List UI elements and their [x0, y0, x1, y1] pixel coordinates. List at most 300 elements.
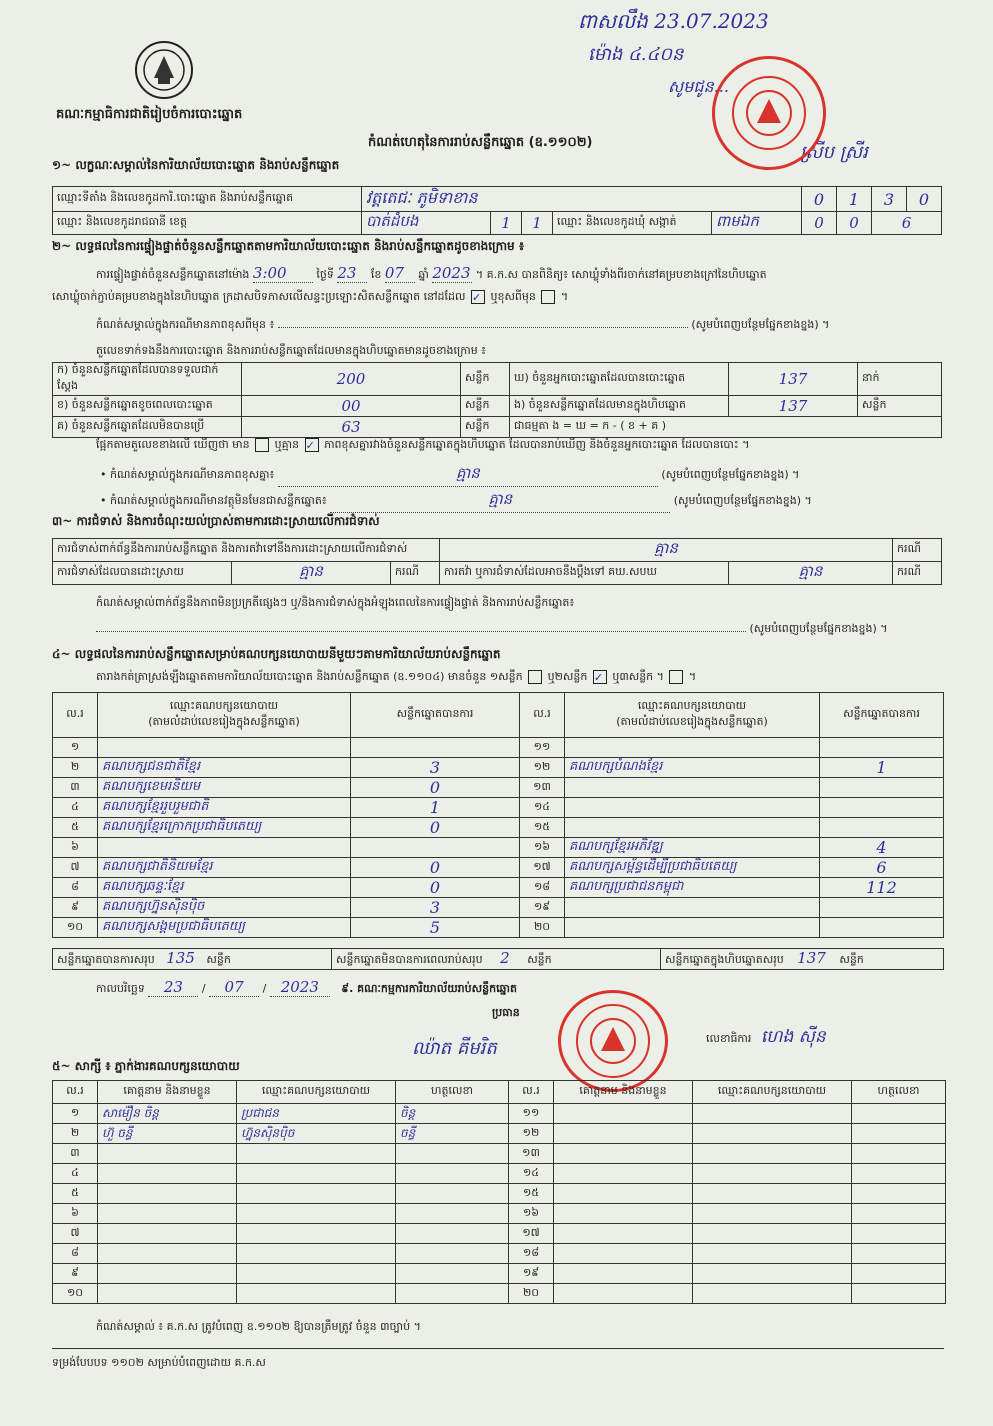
- right-party: [565, 798, 820, 818]
- col-no: ល.រ: [53, 1081, 98, 1104]
- right-no: ២០: [520, 918, 565, 938]
- right-party: [565, 898, 820, 918]
- table-row: [53, 1164, 946, 1184]
- total-box-cell: [661, 949, 944, 970]
- right-no: ១៣: [509, 1144, 554, 1164]
- official-seal-bottom-icon: [558, 990, 668, 1092]
- right-party: [693, 1284, 852, 1304]
- right-no: ១៨: [520, 878, 565, 898]
- total-valid-label: សន្លឹកឆ្នោតបានការសរុប: [57, 953, 155, 966]
- left-name: ហ៊ួ ចន្ធី: [98, 1124, 237, 1144]
- secretary-signature: ហេង ស៊ីន: [760, 1027, 826, 1047]
- right-no: ១៤: [520, 798, 565, 818]
- left-party: គណបក្សខេមរនិយម: [98, 778, 351, 798]
- right-no: ១៦: [509, 1204, 554, 1224]
- left-name: [98, 1244, 237, 1264]
- no-difference-checkbox[interactable]: ✓: [305, 438, 319, 452]
- left-no: ៦: [53, 838, 98, 858]
- right-no: ២០: [509, 1284, 554, 1304]
- col-no: ល.រ: [509, 1081, 554, 1104]
- secretary-line: [706, 1026, 826, 1051]
- left-votes: [351, 838, 520, 858]
- right-votes: [820, 738, 944, 758]
- left-no: ៨: [53, 1244, 98, 1264]
- table-row: [53, 1224, 946, 1244]
- left-signature: [396, 1144, 509, 1164]
- left-name: [98, 1224, 237, 1244]
- three-sheets-label: ឬ៣សន្លឹក ។: [612, 670, 664, 683]
- right-name: [554, 1224, 693, 1244]
- objection-value: គ្មាន: [440, 539, 893, 562]
- right-name: [554, 1184, 693, 1204]
- ko-unit: សន្លឹក: [461, 417, 510, 438]
- left-party: [237, 1184, 396, 1204]
- left-no: ៨: [53, 878, 98, 898]
- commune-digit: 0: [837, 212, 872, 235]
- col-votes: សន្លឹកឆ្នោតបានការ: [351, 693, 520, 738]
- ko-label: គ) ចំនួនសន្លឹកឆ្នោតដែលមិនបានប្រើ: [53, 417, 242, 438]
- left-party: [237, 1244, 396, 1264]
- gh-unit: នាក់: [858, 363, 942, 396]
- k-label: ក) ចំនួនសន្លឹកឆ្នោតដែលបានទទួលជាក់ស្តែង: [53, 363, 242, 396]
- bullet2-value: គ្មាន: [330, 490, 670, 513]
- table-row: [53, 1124, 946, 1144]
- table-row: [53, 1184, 946, 1204]
- verify-text-b: ។ គ.ក.ស បានពិនិត្យ៖ សោឃ្លុំទាំងពីរចាក់នៅគម្របខាងក្រៅនៃហិបឆ្នោត: [475, 268, 767, 281]
- case-unit: ករណី: [391, 562, 440, 585]
- right-party: [693, 1264, 852, 1284]
- right-votes: 4: [820, 838, 944, 858]
- left-party: [237, 1204, 396, 1224]
- station-label: ឈ្មោះទីតាំង និងលេខកូដការិ.បោះឆ្នោត និងរាប់សន្លឹកឆ្នោត: [53, 187, 362, 212]
- form-title: កំណត់ហេតុនៃការរាប់សន្លឹកឆ្នោត (ឧ.១១០២): [368, 135, 593, 150]
- left-party: គណបក្សខ្មែរក្រោកប្រជាធិបតេយ្យ: [98, 818, 351, 838]
- right-signature: [852, 1244, 946, 1264]
- left-signature: [396, 1224, 509, 1244]
- bullet1-line: • កំណត់សម្គាល់ក្នុងករណីមានភាពខុសគ្នា៖ គ្មាន (សូមបំពេញបន្ថែមផ្នែកខាងខ្នង) ។: [100, 464, 940, 487]
- right-no: ១៣: [520, 778, 565, 798]
- note-hint: (សូមបំពេញបន្ថែមផ្នែកខាងខ្នង) ។: [661, 468, 800, 481]
- figures-table: [52, 362, 942, 438]
- right-party: [693, 1164, 852, 1184]
- col-party-sub: (តាមលំដាប់លេខរៀងក្នុងសន្លឹកឆ្នោត): [616, 715, 768, 728]
- left-party: គណបក្សជនជាតិខ្មែរ: [98, 758, 351, 778]
- left-no: ៣: [53, 1144, 98, 1164]
- sheet-unit: សន្លឹក: [839, 953, 864, 966]
- annotation-time: ម៉ោង ៤.៤០ន: [588, 44, 684, 65]
- month-label: ខែ: [370, 268, 382, 281]
- witness-body: [53, 1104, 946, 1304]
- right-no: ១៥: [520, 818, 565, 838]
- province-label: ឈ្មោះ និងលេខកូដរាជធានី ខេត្ត: [53, 212, 362, 235]
- right-party: [693, 1204, 852, 1224]
- verify-text-d: ឬខុសពីមុន: [490, 290, 536, 303]
- col-name: គោត្តនាម និងនាមខ្លួន: [554, 1081, 693, 1104]
- left-votes: 0: [351, 778, 520, 798]
- right-votes: [820, 898, 944, 918]
- kh-unit: សន្លឹក: [461, 396, 510, 417]
- right-party: [693, 1224, 852, 1244]
- table-row: [53, 798, 944, 818]
- appeal-label: ការតវ៉ា ឬការជំទាស់ដែលអាចនឹងប្តឹងទៅ គឃ.សបឃ: [440, 562, 729, 585]
- note-hint: (សូមបំពេញបន្ថែមផ្នែកខាងខ្នង) ។: [691, 318, 830, 331]
- sheet-count-line: តារាងកត់ត្រាស្រង់ឡឹងឆ្នោតតាមការិយាល័យបោះឆ្នោត និងរាប់សន្លឹកឆ្នោត (ឧ.១១០៤) មានចំនួន ១សន្លឹក ឬ២សន្លឹក ✓ ឬ៣សន្លឹក ។ ។: [96, 670, 697, 684]
- objection-label: ការជំទាស់ពាក់ព័ន្ធនឹងការរាប់សន្លឹកឆ្នោត និងការតវ៉ាទៅនឹងការដោះស្រាយលើការជំទាស់: [53, 539, 440, 562]
- left-no: ៧: [53, 1224, 98, 1244]
- changed-checkbox[interactable]: [541, 290, 555, 304]
- left-party: [237, 1284, 396, 1304]
- left-votes: 5: [351, 918, 520, 938]
- left-party: [237, 1264, 396, 1284]
- one-sheet-checkbox[interactable]: [528, 670, 542, 684]
- total-invalid-value: 2: [500, 949, 510, 967]
- compare-text-b: ឬគ្មាន: [274, 438, 300, 451]
- left-votes: 1: [351, 798, 520, 818]
- col-name: គោត្តនាម និងនាមខ្លួន: [98, 1081, 237, 1104]
- left-votes: 3: [351, 898, 520, 918]
- table-row: [53, 918, 944, 938]
- bullet1-value: គ្មាន: [278, 464, 658, 487]
- left-no: ៩: [53, 898, 98, 918]
- right-no: ១៩: [520, 898, 565, 918]
- station-value: វត្តតេជៈ ភូមិទាខាន: [362, 187, 802, 212]
- left-name: [98, 1164, 237, 1184]
- objection-table: [52, 538, 942, 585]
- note-hint: (សូមបំពេញបន្ថែមផ្នែកខាងខ្នង) ។: [673, 494, 812, 507]
- right-no: ១៧: [509, 1224, 554, 1244]
- k-value: 200: [242, 363, 461, 396]
- right-signature: [852, 1124, 946, 1144]
- left-name: [98, 1264, 237, 1284]
- left-signature: ចិន្ត: [396, 1104, 509, 1124]
- section1-table: [52, 186, 942, 235]
- left-party: គណបក្សជាតិនិយមខ្មែរ: [98, 858, 351, 878]
- code-digit: 0: [907, 187, 942, 212]
- note-hint: (សូមបំពេញបន្ថែមផ្នែកខាងខ្នង) ។: [749, 622, 888, 635]
- chair-signature: ឈ៉ាត គីមរិត: [412, 1038, 497, 1059]
- left-no: ៩: [53, 1264, 98, 1284]
- right-party: [693, 1244, 852, 1264]
- left-party: [237, 1144, 396, 1164]
- irregularity-line: [96, 622, 944, 638]
- case-unit: ករណី: [893, 539, 942, 562]
- right-party: គណបក្សបំណងខ្មែរ: [565, 758, 820, 778]
- irregularity-note: កំណត់សម្គាល់ពាក់ព័ន្ធនឹងភាពមិនប្រក្រតីផ្សេងៗ ឬ/និងការជំទាស់ក្នុងអំឡុងពេលនៃការផ្ទៀងផ្ទាត់ និងការរាប់សន្លឹកឆ្នោត៖: [96, 596, 575, 609]
- right-votes: [820, 778, 944, 798]
- resolved-label: ការជំទាស់ដែលបានដោះស្រាយ: [53, 562, 232, 585]
- right-votes: [820, 818, 944, 838]
- note-line: [96, 318, 946, 334]
- nec-emblem-icon: [132, 38, 196, 102]
- sheet-unit: សន្លឹក: [206, 953, 231, 966]
- table-row: [53, 1244, 946, 1264]
- commune-digit: 6: [872, 212, 942, 235]
- col-party-title: ឈ្មោះគណបក្សនយោបាយ: [169, 699, 279, 712]
- day-label: ថ្ងៃទី: [316, 268, 334, 281]
- table-row: [53, 1204, 946, 1224]
- col-party: [98, 693, 351, 738]
- bullet1-label: កំណត់សម្គាល់ក្នុងករណីមានភាពខុសគ្នា៖: [110, 468, 275, 481]
- province-digit: 1: [491, 212, 522, 235]
- left-no: ៤: [53, 798, 98, 818]
- bullet2-line: • កំណត់សម្គាល់ក្នុងករណីមានវត្ថុមិនមែនជាសន្លឹកឆ្នោត៖ គ្មាន (សូមបំពេញបន្ថែមផ្នែកខាងខ្នង) ។: [100, 490, 940, 513]
- table-row: [53, 898, 944, 918]
- section1-heading: ១~ លក្ខណៈសម្គាល់នៃការិយាល័យបោះឆ្នោត និងរាប់សន្លឹកឆ្នោត: [52, 158, 340, 172]
- left-name: សាម៉ឿន ចិន្ត: [98, 1104, 237, 1124]
- left-no: ២: [53, 1124, 98, 1144]
- province-value: បាត់ដំបង: [362, 212, 491, 235]
- commune-label: ឈ្មោះ និងលេខកូដឃុំ សង្កាត់: [553, 212, 712, 235]
- right-votes: 1: [820, 758, 944, 778]
- table-row: [53, 1144, 946, 1164]
- right-no: ១៨: [509, 1244, 554, 1264]
- resolved-value: គ្មាន: [232, 562, 391, 585]
- right-no: ១២: [509, 1124, 554, 1144]
- right-party: [693, 1144, 852, 1164]
- witness-note: កំណត់សម្គាល់ ៖ គ.ក.ស ត្រូវបំពេញ ឧ.១១០២ ឱ្យបានត្រឹមត្រូវ ចំនួន ៣ច្បាប់ ។: [96, 1320, 421, 1333]
- right-no: ១៥: [509, 1184, 554, 1204]
- chair-label: ប្រធាន: [492, 1006, 520, 1019]
- total-invalid-label: សន្លឹកឆ្នោតមិនបានការពេលរាប់សរុប: [336, 953, 483, 966]
- compare-text-c: ភាពខុសគ្នារវាងចំនួនសន្លឹកឆ្នោតក្នុងហិបឆ្នោត ដែលបានរាប់ឃើញ និងចំនួនអ្នកបោះឆ្នោត ដែលបានបោះ ។: [324, 438, 750, 451]
- col-no: ល.រ: [520, 693, 565, 738]
- right-no: ១១: [520, 738, 565, 758]
- verify-month: 07: [385, 264, 415, 283]
- right-party: [565, 818, 820, 838]
- annotation-note: សូមជូន...: [668, 77, 729, 96]
- col-party-sub: (តាមលំដាប់លេខរៀងក្នុងសន្លឹកឆ្នោត): [148, 715, 300, 728]
- table-row: [53, 878, 944, 898]
- compare-line: [96, 438, 750, 454]
- right-signature: [852, 1104, 946, 1124]
- left-name: [98, 1184, 237, 1204]
- right-no: ១២: [520, 758, 565, 778]
- kh-label: ខ) ចំនួនសន្លឹកឆ្នោតខូចពេលបោះឆ្នោត: [53, 396, 242, 417]
- left-signature: [396, 1184, 509, 1204]
- right-party: [693, 1184, 852, 1204]
- compare-text-a: ផ្អែកតាមតួលេខខាងលើ ឃើញថា មាន: [96, 438, 250, 451]
- left-votes: 3: [351, 758, 520, 778]
- left-signature: [396, 1264, 509, 1284]
- figures-intro: តួលេខទាក់ទងនឹងការបោះឆ្នោត និងការរាប់សន្លឹកឆ្នោតដែលមានក្នុងហិបឆ្នោតមានដូចខាងក្រោម ៖: [96, 344, 487, 357]
- table-row: [53, 758, 944, 778]
- left-signature: [396, 1244, 509, 1264]
- right-votes: 112: [820, 878, 944, 898]
- verify-line: [96, 264, 946, 284]
- sheet-count-text: តារាងកត់ត្រាស្រង់ឡឹងឆ្នោតតាមការិយាល័យបោះឆ្នោត និងរាប់សន្លឹកឆ្នោត (ឧ.១១០៤) មានចំនួន ១សន្លឹក: [96, 670, 523, 683]
- right-no: ១៤: [509, 1164, 554, 1184]
- right-party: [693, 1124, 852, 1144]
- footer-text: ទម្រង់បែបបទ ១១០២ សម្រាប់បំពេញដោយ គ.ក.ស: [52, 1356, 266, 1369]
- ng-label: ង) ចំនួនសន្លឹកឆ្នោតដែលមានក្នុងហិបឆ្នោត: [510, 396, 729, 417]
- verify-line-2: សោឃ្លុំចាក់ភ្ជាប់គម្របខាងក្នុងនៃហិបឆ្នោត ក្រដាសបិទភាសលើសន្ទះប្រឡោះសិតសន្លឹកឆ្នោត នៅដដែល ✓ ឬខុសពីមុន ។: [52, 290, 569, 304]
- table-row: [53, 1284, 946, 1304]
- code-digit: 0: [802, 187, 837, 212]
- three-sheets-checkbox[interactable]: [669, 670, 683, 684]
- right-votes: [820, 918, 944, 938]
- left-no: ៤: [53, 1164, 98, 1184]
- gh-value: 137: [729, 363, 858, 396]
- right-name: [554, 1264, 693, 1284]
- right-party: គណបក្សប្រជាជនកម្ពុជា: [565, 878, 820, 898]
- gh-label: ឃ) ចំនួនអ្នកបោះឆ្នោតដែលបានបោះឆ្នោត: [510, 363, 729, 396]
- right-no: ១៩: [509, 1264, 554, 1284]
- date-month: 07: [209, 978, 259, 997]
- col-signature: ហត្ថលេខា: [852, 1081, 946, 1104]
- left-signature: [396, 1164, 509, 1184]
- left-party: គណបក្សឆន្ទៈខ្មែរ: [98, 878, 351, 898]
- table-row: [53, 738, 944, 758]
- table-row: [53, 778, 944, 798]
- right-votes: [820, 798, 944, 818]
- right-name: [554, 1284, 693, 1304]
- left-party: គណបក្សសង្គមប្រជាធិបតេយ្យ: [98, 918, 351, 938]
- left-no: ៣: [53, 778, 98, 798]
- table-row: [53, 838, 944, 858]
- date-label: កាលបរិច្ឆេទ: [96, 982, 145, 995]
- right-signature: [852, 1164, 946, 1184]
- left-party: [98, 738, 351, 758]
- code-digit: 1: [837, 187, 872, 212]
- k-unit: សន្លឹក: [461, 363, 510, 396]
- left-signature: [396, 1284, 509, 1304]
- left-votes: 0: [351, 858, 520, 878]
- appeal-value: គ្មាន: [729, 562, 893, 585]
- col-votes: សន្លឹកឆ្នោតបានការ: [820, 693, 944, 738]
- table-row: [53, 1264, 946, 1284]
- note-label: កំណត់សម្គាល់ក្នុងករណីមានភាពខុសពីមុន ៖: [96, 318, 275, 331]
- right-party: [565, 738, 820, 758]
- official-seal-top-icon: [712, 56, 826, 170]
- section5-heading: ៥~ សាក្សី ៖ ភ្នាក់ងារគណបក្សនយោបាយ: [52, 1059, 240, 1073]
- verify-day: 23: [337, 264, 367, 283]
- verify-text: ការផ្ទៀងផ្ទាត់ចំនួនសន្លឹកឆ្នោតនៅម៉ោង: [96, 268, 250, 281]
- date-year: 2023: [270, 978, 330, 997]
- right-signature: [852, 1264, 946, 1284]
- col-party-title: ឈ្មោះគណបក្សនយោបាយ: [637, 699, 747, 712]
- right-signature: [852, 1184, 946, 1204]
- right-no: ១១: [509, 1104, 554, 1124]
- col-party: [565, 693, 820, 738]
- left-name: [98, 1284, 237, 1304]
- total-valid-cell: [53, 949, 332, 970]
- left-party: [237, 1164, 396, 1184]
- left-no: ៥: [53, 818, 98, 838]
- left-no: ១០: [53, 1284, 98, 1304]
- right-party: [565, 918, 820, 938]
- left-no: ១: [53, 738, 98, 758]
- col-signature: ហត្ថលេខា: [396, 1081, 509, 1104]
- committee-name: គណៈកម្មាធិការជាតិរៀបចំការបោះឆ្នោត: [56, 107, 243, 122]
- right-party: គណបក្សសម្ព័ន្ធដើម្បីប្រជាធិបតេយ្យ: [565, 858, 820, 878]
- right-party: [693, 1104, 852, 1124]
- right-name: [554, 1204, 693, 1224]
- right-signature: [852, 1144, 946, 1164]
- table-row: [53, 858, 944, 878]
- total-invalid-cell: [332, 949, 661, 970]
- has-difference-checkbox[interactable]: [255, 438, 269, 452]
- total-box-label: សន្លឹកឆ្នោតក្នុងហិបឆ្នោតសរុប: [665, 953, 784, 966]
- commune-digit: 0: [802, 212, 837, 235]
- right-party: [565, 778, 820, 798]
- right-name: [554, 1124, 693, 1144]
- right-signature: [852, 1204, 946, 1224]
- col-no: ល.រ: [53, 693, 98, 738]
- col-party: ឈ្មោះគណបក្សនយោបាយ: [693, 1081, 852, 1104]
- left-votes: 0: [351, 818, 520, 838]
- witness-table: [52, 1080, 946, 1304]
- right-votes: 6: [820, 858, 944, 878]
- table-row: [53, 1104, 946, 1124]
- date-line: កាលបរិច្ឆេទ 23 / 07 / 2023 ៩. គណៈកម្មការការិយាល័យរាប់សន្លឹកឆ្នោត: [96, 978, 518, 996]
- unchanged-checkbox[interactable]: ✓: [471, 290, 485, 304]
- total-valid-value: 135: [166, 949, 195, 967]
- commune-value: ពាម​ឯក: [712, 212, 802, 235]
- committee-label: ៩. គណៈកម្មការការិយាល័យរាប់សន្លឹកឆ្នោត: [341, 982, 518, 995]
- two-sheets-checkbox[interactable]: ✓: [593, 670, 607, 684]
- results-table: [52, 692, 944, 938]
- left-no: ៧: [53, 858, 98, 878]
- left-no: ២: [53, 758, 98, 778]
- section4-heading: ៤~ លទ្ធផលនៃការរាប់សន្លឹកឆ្នោតសម្រាប់គណបក្សនយោបាយនីមួយៗតាមការិយាល័យរាប់សន្លឹកឆ្នោត: [52, 647, 501, 661]
- left-name: [98, 1204, 237, 1224]
- section3-heading: ៣~ ការជំទាស់ និងការចំណុះយល់ប្រាស់តាមការដោះស្រាយលើការជំទាស់: [52, 514, 380, 528]
- left-party: ហ្វ៊ុនស៊ិនប៉ិច: [237, 1124, 396, 1144]
- right-name: [554, 1144, 693, 1164]
- left-no: ១: [53, 1104, 98, 1124]
- left-party: គណបក្សហ្វ៊ុនស៊ិនប៉ិច: [98, 898, 351, 918]
- left-name: [98, 1144, 237, 1164]
- annotation-signature: ស្រីប ស្រីរ: [800, 142, 868, 163]
- left-no: ៦: [53, 1204, 98, 1224]
- ng-unit: សន្លឹក: [858, 396, 942, 417]
- left-votes: 0: [351, 878, 520, 898]
- total-box-value: 137: [797, 949, 826, 967]
- left-party: [98, 838, 351, 858]
- annotation-date: ពាសលឹង 23.07.2023: [578, 9, 769, 33]
- verify-year: 2023: [432, 264, 471, 282]
- left-no: ១០: [53, 918, 98, 938]
- case-unit: ករណី: [893, 562, 942, 585]
- verify-time: 3:00: [253, 264, 313, 283]
- sheet-unit: សន្លឹក: [527, 953, 552, 966]
- left-party: [237, 1224, 396, 1244]
- right-signature: [852, 1224, 946, 1244]
- ko-value: 63: [242, 417, 461, 438]
- left-votes: [351, 738, 520, 758]
- right-party: គណបក្សខ្មែរអភិវឌ្ឍ: [565, 838, 820, 858]
- secretary-label: លេខាធិការ: [706, 1032, 752, 1045]
- col-party: ឈ្មោះគណបក្សនយោបាយ: [237, 1081, 396, 1104]
- code-digit: 3: [872, 187, 907, 212]
- right-name: [554, 1164, 693, 1184]
- right-name: [554, 1244, 693, 1264]
- left-signature: ចន្ធី: [396, 1124, 509, 1144]
- right-no: ១៧: [520, 858, 565, 878]
- kh-value: 00: [242, 396, 461, 417]
- left-no: ៥: [53, 1184, 98, 1204]
- section2-heading: ២~ លទ្ធផលនៃការផ្ទៀងផ្ទាត់ចំនួនសន្លឹកឆ្នោតតាមការិយាល័យបោះឆ្នោត និងរាប់សន្លឹកឆ្នោតដូចខាងក្រោម ៖: [52, 239, 525, 253]
- ng-value: 137: [729, 396, 858, 417]
- left-signature: [396, 1204, 509, 1224]
- right-no: ១៦: [520, 838, 565, 858]
- two-sheets-label: ឬ២សន្លឹក: [547, 670, 588, 683]
- bullet2-label: កំណត់សម្គាល់ក្នុងករណីមានវត្ថុមិនមែនជាសន្លឹកឆ្នោត៖: [110, 494, 327, 507]
- results-body: [53, 738, 944, 938]
- year-label: ឆ្នាំ: [418, 268, 429, 281]
- left-party: ប្រជាជន: [237, 1104, 396, 1124]
- table-row: [53, 818, 944, 838]
